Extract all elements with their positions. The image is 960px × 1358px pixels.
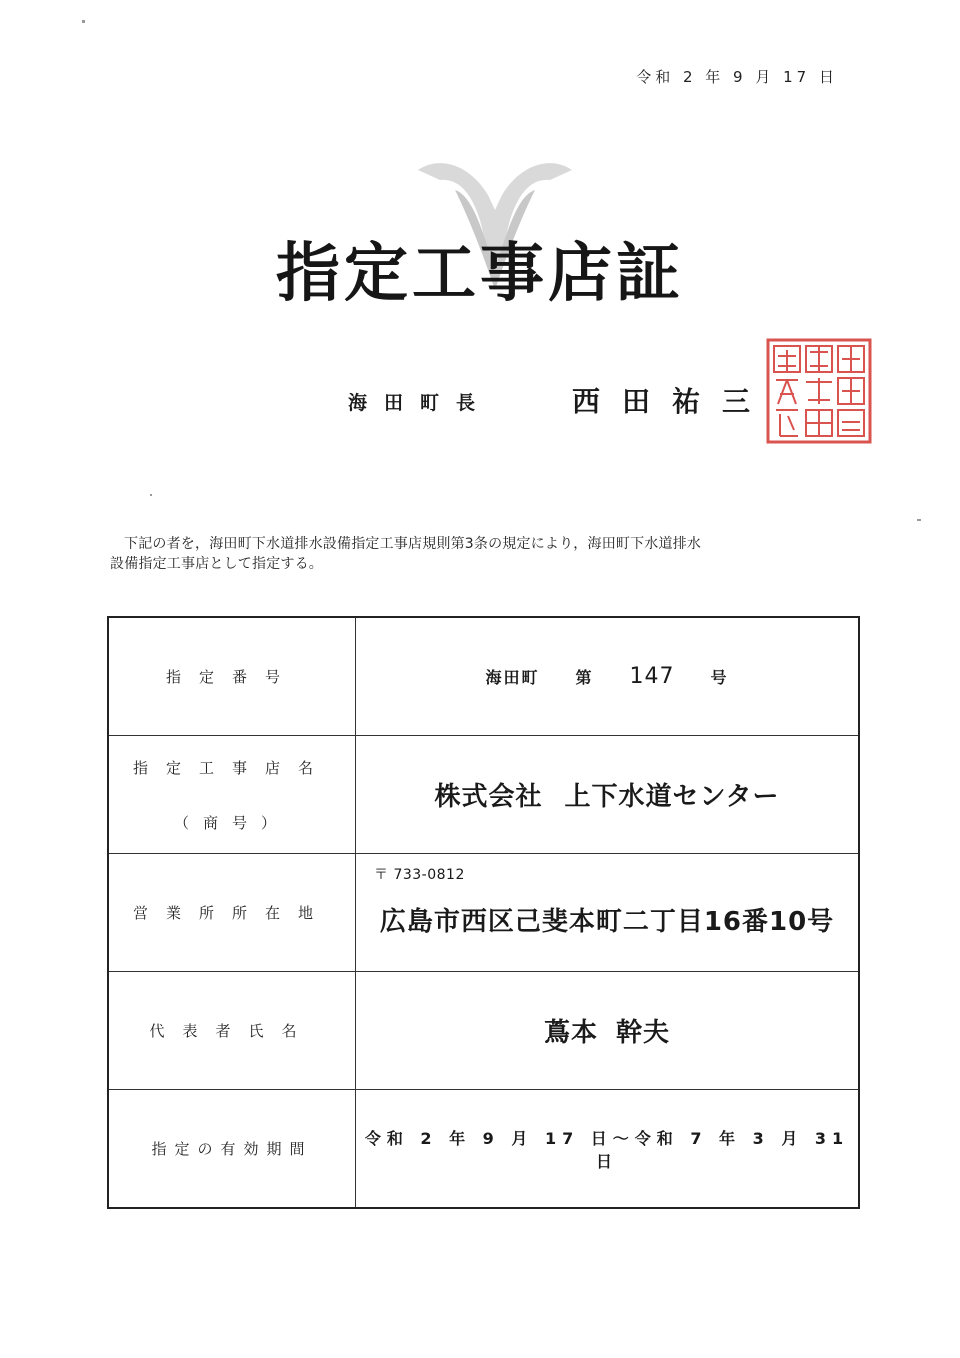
representative-cell [356, 972, 860, 1090]
company-name: 上下水道センター [564, 782, 780, 812]
official-seal-stamp [764, 336, 874, 446]
company-cell [356, 736, 860, 854]
company-label: 指定工事店名 [132, 758, 331, 777]
designation-number-cell [356, 617, 860, 736]
issue-date: 令和 2 年 9 月 17 日 [636, 68, 838, 86]
designation-number-value: 147 [629, 664, 675, 689]
designation-prefix: 海田町 [485, 668, 540, 687]
table-row [108, 736, 859, 854]
company-sublabel: （商号） [173, 813, 290, 832]
table-row [108, 972, 859, 1090]
certificate-table [107, 616, 860, 1209]
scan-speck [82, 20, 85, 23]
issuer-name: 西田祐三 [572, 385, 773, 418]
company-corp-type: 株式会社 [434, 782, 543, 812]
representative-family-name: 蔦本 [543, 1018, 598, 1048]
office-address: 広島市西区己斐本町二丁目16番10号 [379, 907, 835, 937]
scan-speck [150, 494, 152, 496]
designation-dai: 第 [575, 668, 594, 687]
postal-code: 〒 733-0812 [374, 867, 465, 883]
office-label: 営業所所在地 [108, 854, 356, 972]
designation-go: 号 [710, 668, 729, 687]
office-cell [356, 854, 860, 972]
designation-number-label: 指定番号 [108, 617, 356, 736]
validity-period: 令和 2 年 9 月 17 日～令和 7 年 3 月 31 日 [364, 1128, 850, 1171]
company-label-cell [108, 736, 356, 854]
validity-label: 指定の有効期間 [108, 1090, 356, 1209]
representative-label: 代表者氏名 [108, 972, 356, 1090]
issuer-title: 海田町長 [348, 392, 493, 414]
table-row [108, 854, 859, 972]
scan-speck [917, 519, 921, 521]
table-row [108, 617, 859, 736]
representative-given-name: 幹夫 [616, 1018, 671, 1048]
document-title: 指定工事店証 [276, 237, 684, 311]
validity-cell [356, 1090, 860, 1209]
table-row [108, 1090, 859, 1209]
designation-statement [110, 534, 850, 574]
statement-line-2: 設備指定工事店として指定する。 [110, 556, 323, 572]
statement-line-1: 下記の者を，海田町下水道排水設備指定工事店規則第3条の規定により，海田町下水道排水 [124, 536, 702, 552]
